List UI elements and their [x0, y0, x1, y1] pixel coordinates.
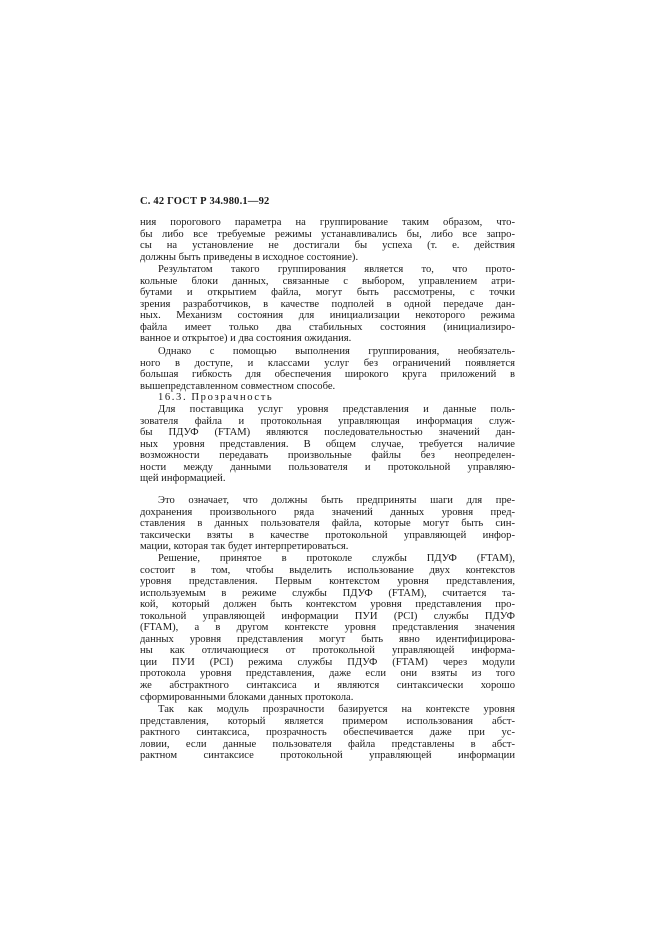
paragraph-grouping-result — [140, 264, 515, 345]
text-line: Однако с помощью выполнения группирования, необязатель- — [158, 346, 515, 357]
text-line: используемым в режиме службы ПДУФ (FTAM), считается та- — [140, 587, 515, 599]
text-line: ного в доступе, и классами услуг без ограничений появляется — [140, 357, 515, 369]
text-line: Результатом такого группирования является то, что прото- — [158, 264, 515, 275]
text-line: ны как отличающиеся от протокольной управляющей информа- — [140, 645, 515, 657]
section-title: 16.3. Прозрачность — [158, 392, 274, 403]
text-line: щей информацией. — [140, 473, 226, 485]
text-line: зрения разработчиков, в качестве подполей в одной передаче дан- — [140, 298, 515, 310]
text-line: кой, который должен быть контекстом уровня представления про- — [140, 599, 515, 611]
text-line: ции ПУИ (PCI) режима службы ПДУФ (FTAM) через модули — [140, 656, 515, 668]
text-line: вышепредставленном совместном способе. — [140, 380, 336, 392]
text-line: состоит в том, чтобы выделить использование двух контекстов — [140, 564, 515, 576]
text-line: рактном синтаксисе протокольной управляющей информации — [140, 750, 515, 762]
text-line: Решение, принятое в протоколе службы ПДУФ (FTAM), — [158, 553, 515, 564]
text-line: Это означает, что должны быть предприняты шаги для пре- — [158, 495, 515, 506]
text-line: ванное и открытое) и два состояния ожидания. — [140, 333, 352, 345]
text-line: ных уровня представления. В общем случае, требуется наличие — [140, 438, 515, 450]
text-line: мации, которая так будет интерпретироваться. — [140, 541, 349, 553]
page-header: С. 42 ГОСТ Р 34.980.1—92 — [140, 196, 270, 207]
text-line: ставления в данных пользователя файла, которые могут быть син- — [140, 518, 515, 530]
paragraph-solution — [140, 553, 515, 703]
paragraph-continuation — [140, 217, 515, 263]
text-line: сы на установление не достигали бы успеха (т. е. действия — [140, 240, 515, 252]
text-line: зователя файла и протокольная управляющая информация служ- — [140, 415, 515, 427]
text-line: сформированными блоками данных протокола. — [140, 691, 354, 703]
text-line: представления, который является примером использования абст- — [140, 715, 515, 727]
text-line: же абстрактного синтаксиса и являются синтаксически хорошо — [140, 680, 515, 692]
text-line: ных. Механизм состояния для инициализации некоторого режима — [140, 310, 515, 322]
text-line: таксически взяты в качестве протокольной управляющей инфор- — [140, 529, 515, 541]
text-line: бутами и открытием файла, могут быть рассмотрены, с точки — [140, 287, 515, 299]
text-line: Для поставщика услуг уровня представления и данные поль- — [158, 404, 515, 415]
text-line: уровня представления. Первым контекстом уровня представления, — [140, 576, 515, 588]
text-line: дохранения произвольного ряда значений данных уровня пред- — [140, 506, 515, 518]
text-line: файла имеет только два стабильных состояния (инициализиро- — [140, 321, 515, 333]
text-line: данных уровня представления могут быть явно идентифицирова- — [140, 633, 515, 645]
text-line: ния порогового параметра на группирование таким образом, что- — [140, 217, 515, 228]
text-line: ности между данными пользователя и протокольной управляю- — [140, 461, 515, 473]
text-line: возможности передавать произвольные файлы без неопределен- — [140, 450, 515, 462]
text-line: кольные блоки данных, связанные с выбором, управлением атри- — [140, 275, 515, 287]
text-line: бы ПДУФ (FTAM) являются последовательностью значений дан- — [140, 427, 515, 439]
paragraph-steps — [140, 495, 515, 553]
text-line: большая гибкость для обеспечения широкого круга приложений в — [140, 369, 515, 381]
text-line: ловии, если данные пользователя файла представлены в абст- — [140, 738, 515, 750]
text-line: (FTAM), а в другом контексте уровня представления значения — [140, 622, 515, 634]
paragraph-flexibility — [140, 346, 515, 392]
text-line: протокола уровня представления, даже если они взяты из того — [140, 668, 515, 680]
text-line: бы либо все требуемые режимы устанавливались бы, либо все запро- — [140, 228, 515, 240]
text-line: должны быть приведены в исходное состояние). — [140, 251, 359, 263]
text-line: Так как модуль прозрачности базируется на контексте уровня — [158, 704, 515, 715]
text-line: рактного синтаксиса, прозрачность обеспечивается даже при ус- — [140, 727, 515, 739]
paragraph-transparency-module — [140, 704, 515, 762]
section-heading-transparency — [140, 392, 515, 404]
text-line: токольной управляющей информации ПУИ (PCI) службы ПДУФ — [140, 610, 515, 622]
paragraph-service-provider — [140, 404, 515, 485]
